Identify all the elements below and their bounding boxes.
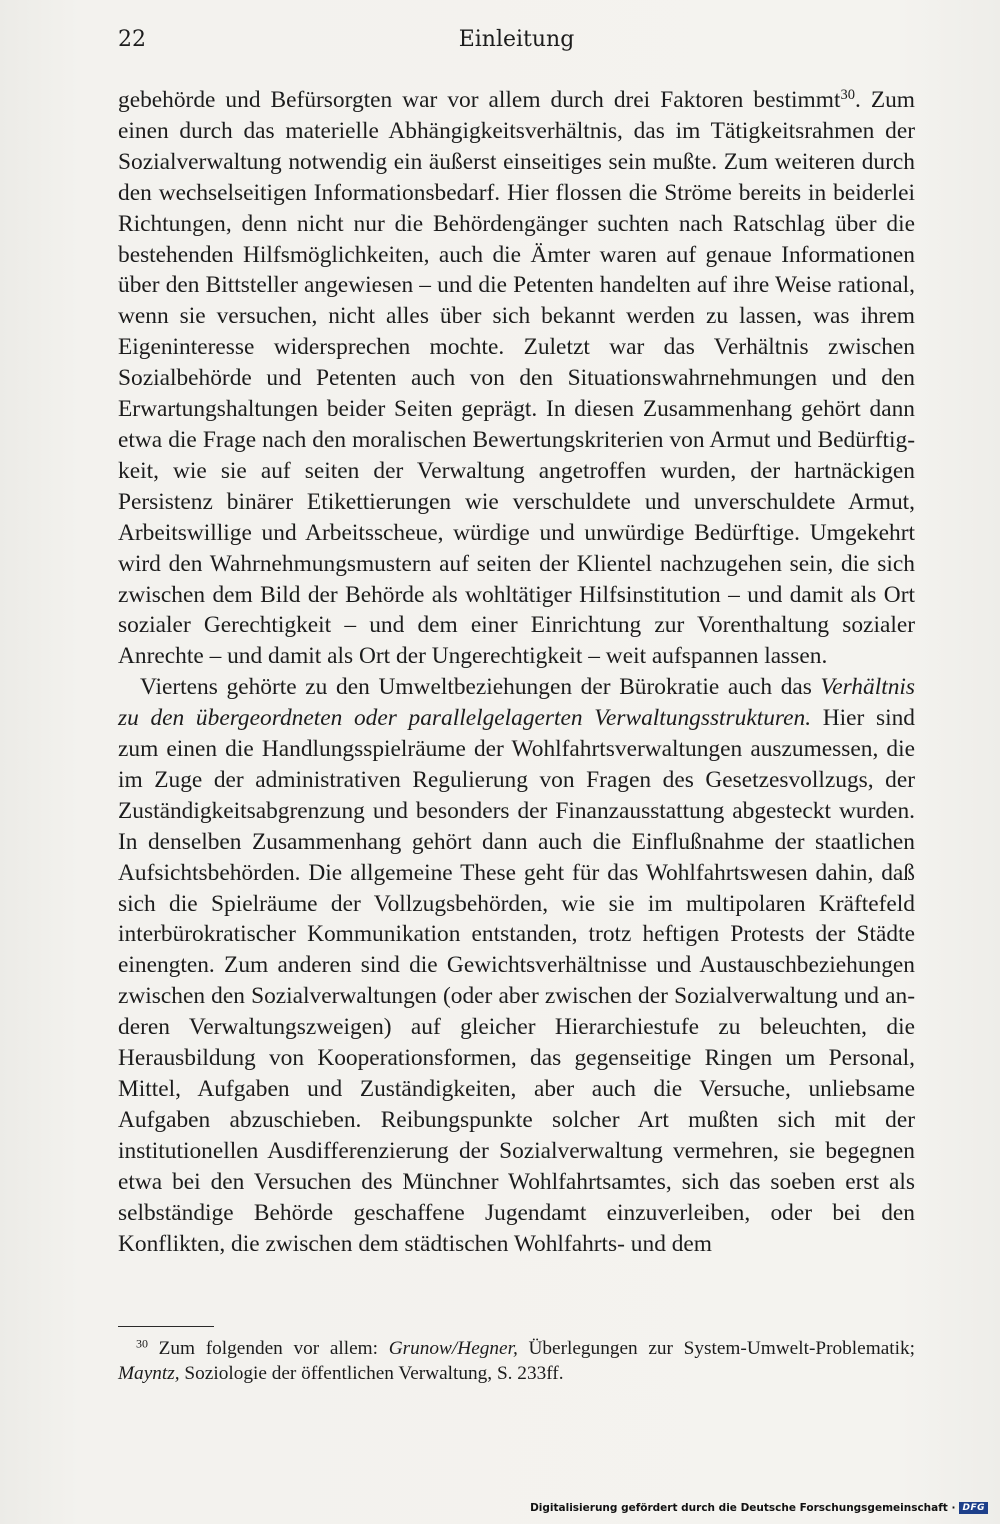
- digitization-credit: [530, 1502, 988, 1514]
- footnote-text-2: Überlegungen zur System-Umwelt-Problematik;: [517, 1338, 915, 1359]
- paragraph-2-emphasis: Verhältnis zu den übergeordneten oder parallelgelagerten Verwaltungsstrukturen.: [118, 674, 915, 732]
- footnote-author-1: Grunow/Hegner,: [388, 1338, 518, 1359]
- credit-text: Digitalisierung gefördert durch die Deutsche Forschungsgemeinschaft ·: [530, 1502, 956, 1514]
- footnote-text-3: Soziologie der öffentlichen Verwaltung, S. 233ff.: [179, 1363, 564, 1384]
- paragraph-1-text-a: gebehörde und Befürsorgten war vor allem durch drei Faktoren bestimmt: [118, 87, 841, 113]
- paragraph-2-text-b: Hier sind zum einen die Handlungsspielräume der Wohlfahrtsverwaltungen auszumessen, die im Zuge der administrativen Regulierung von Fragen des Gesetzesvollzugs, der Zuständigkeitsabgrenzung und besonders der Finanzausstattung abgesteckt wurden. In denselben Zusammenhang gehört dann auch die Einflußnahme der staatlichen Aufsichtsbehörden. Die allgemeine These geht für das Wohlfahrtswesen dahin, daß sich die Spielräume der Vollzugsbehörden, wie sie im multipolaren Kräftefeld interbürokratischer Kommunikation entstanden, trotz heftigen Protests der Städte einengten. Zum anderen sind die Gewichtsverhältnisse und Austauschbeziehungen zwischen den Sozialverwaltungen (oder aber zwischen der Sozialverwaltung und anderen Verwaltungszweigen) auf gleicher Hierarchiestufe zu beleuchten, die Herausbildung von Kooperationsformen, das gegenseitige Ringen um Personal, Mittel, Aufgaben und Zuständigkeiten, aber auch die Versuche, unliebsame Aufgaben abzuschieben. Reibungspunkte solcher Art mußten sich mit der institutionellen Ausdifferenzierung der Sozialverwaltung vermehren, sie begegnen etwa bei den Versuchen des Münchner Wohlfahrtsamtes, sich das soeben erst als selbständige Behörde geschaffene Jugendamt einzuverleiben, oder bei den Konflikten, die zwischen dem städtischen Wohlfahrts- und dem: [118, 705, 916, 1257]
- footnote-number: 30: [136, 1336, 148, 1351]
- running-header: [118, 22, 915, 58]
- footnote-separator: [118, 1326, 214, 1327]
- paragraph-2: [118, 672, 915, 1259]
- running-title: Einleitung: [458, 27, 575, 52]
- paragraph-1: [118, 85, 915, 672]
- paragraph-1-text-b: . Zum einen durch das materielle Abhängigkeitsverhältnis, das im Tätigkeitsrahmen der Sozialverwaltung notwendig ein äußerst einseitiges sein mußte. Zum weiteren durch den wechselseitigen Informationsbedarf. Hier flossen die Ströme bereits in beiderlei Richtungen, denn nicht nur die Behördengänger suchten nach Ratschlag über die bestehenden Hilfsmöglichkeiten, auch die Ämter waren auf genaue Informationen über den Bittsteller angewiesen – und die Petenten handelten auf ihre Weise rational, wenn sie versuchen, nicht alles über sich bekannt werden zu lassen, was ihrem Eigeninteresse widersprechen mochte. Zuletzt war das Verhältnis zwischen Sozialbehörde und Petenten auch von den Situationswahrnehmungen und den Erwartungshaltungen beider Seiten geprägt. In diesen Zusammenhang gehört dann etwa die Frage nach den moralischen Bewertungskriterien von Armut und Bedürftigkeit, wie sie auf seiten der Verwaltung angetroffen wurden, der hartnäckigen Persistenz binärer Etikettierungen wie verschuldete und unverschuldete Armut, Arbeitswillige und Arbeitsscheue, würdige und unwürdige Bedürftige. Umgekehrt wird den Wahrnehmungsmustern auf seiten der Klientel nachzugehen sein, die sich zwischen dem Bild der Behörde als wohltätiger Hilfsinstitution – und damit als Ort sozialer Gerechtigkeit – und dem einer Einrichtung zur Vorenthaltung sozialer Anrechte – und damit als Ort der Ungerechtigkeit – weit aufspannen lassen.: [118, 87, 916, 670]
- footnote-author-2: Mayntz,: [118, 1363, 180, 1384]
- page-number: 22: [118, 27, 146, 52]
- footnote-text-1: Zum folgenden vor allem:: [147, 1338, 389, 1359]
- footnote-ref-30[interactable]: 30: [840, 87, 855, 104]
- paragraph-2-text-a: Viertens gehörte zu den Umweltbeziehungen der Bürokratie auch das: [140, 674, 821, 701]
- footnote-30: [118, 1336, 915, 1386]
- dfg-logo-icon: DFG: [959, 1502, 988, 1514]
- body-text: [118, 85, 915, 1259]
